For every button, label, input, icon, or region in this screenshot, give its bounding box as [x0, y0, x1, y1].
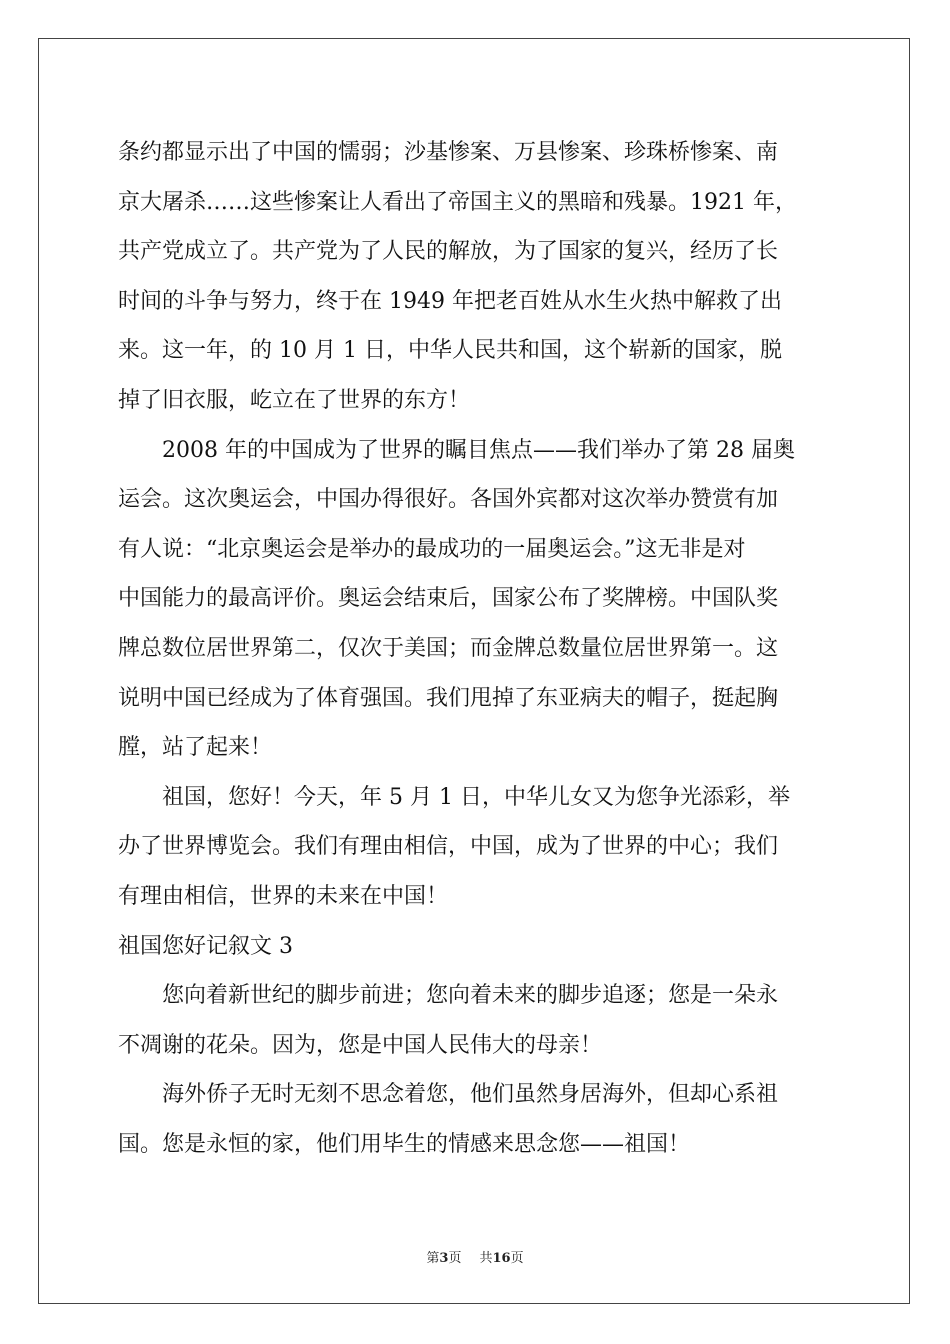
text-line: 时间的斗争与努力，终于在 1949 年把老百姓从水生火热中解救了出	[118, 288, 782, 314]
text-line: 您向着新世纪的脚步前进；您向着未来的脚步追逐；您是一朵永	[118, 983, 779, 1009]
text-line: 国。您是永恒的家，他们用毕生的情感来思念您——祖国！	[118, 1131, 691, 1157]
text-line: 来。这一年，的 10 月 1 日，中华人民共和国，这个崭新的国家，脱	[118, 338, 782, 364]
text-line: 办了世界博览会。我们有理由相信，中国，成为了世界的中心；我们	[118, 834, 779, 860]
text-line: 牌总数位居世界第二，仅次于美国；而金牌总数量位居世界第一。这	[118, 635, 779, 661]
text-line: 说明中国已经成为了体育强国。我们甩掉了东亚病夫的帽子，挺起胸	[118, 685, 779, 711]
total-suffix: 页	[510, 1251, 524, 1266]
text-line: 有人说：“北京奥运会是举办的最成功的一届奥运会。”这无非是对	[118, 536, 746, 562]
text-line: 京大屠杀……这些惨案让人看出了帝国主义的黑暗和残暴。1921 年，	[118, 189, 797, 215]
text-line: 不凋谢的花朵。因为，您是中国人民伟大的母亲！	[118, 1032, 603, 1058]
text-line: 共产党成立了。共产党为了人民的解放，为了国家的复兴，经历了长	[118, 239, 779, 265]
text-line: 海外侨子无时无刻不思念着您，他们虽然身居海外，但却心系祖	[118, 1082, 779, 1108]
page-number: 3	[439, 1251, 449, 1266]
total-prefix: 共	[479, 1251, 493, 1266]
document-body	[118, 128, 834, 1169]
page-suffix: 页	[448, 1251, 462, 1266]
text-line: 膛，站了起来！	[118, 735, 273, 761]
text-line: 条约都显示出了中国的懦弱；沙基惨案、万县惨案、珍珠桥惨案、南	[118, 140, 779, 165]
total-pages: 16	[492, 1251, 511, 1266]
text-line: 掉了旧衣服，屹立在了世界的东方！	[118, 387, 471, 413]
text-line: 祖国，您好！今天，年 5 月 1 日，中华儿女又为您争光添彩，举	[118, 784, 790, 810]
page-prefix: 第	[426, 1251, 440, 1266]
text-line: 中国能力的最高评价。奥运会结束后，国家公布了奖牌榜。中国队奖	[118, 586, 779, 612]
text-line: 2008 年的中国成为了世界的瞩目焦点——我们举办了第 28 届奥	[118, 437, 795, 463]
section-heading: 祖国您好记叙文 3	[118, 933, 293, 959]
text-line: 有理由相信，世界的未来在中国！	[118, 883, 449, 909]
text-line: 运会。这次奥运会，中国办得很好。各国外宾都对这次举办赞赏有加	[118, 487, 779, 513]
page-footer	[0, 1247, 950, 1266]
